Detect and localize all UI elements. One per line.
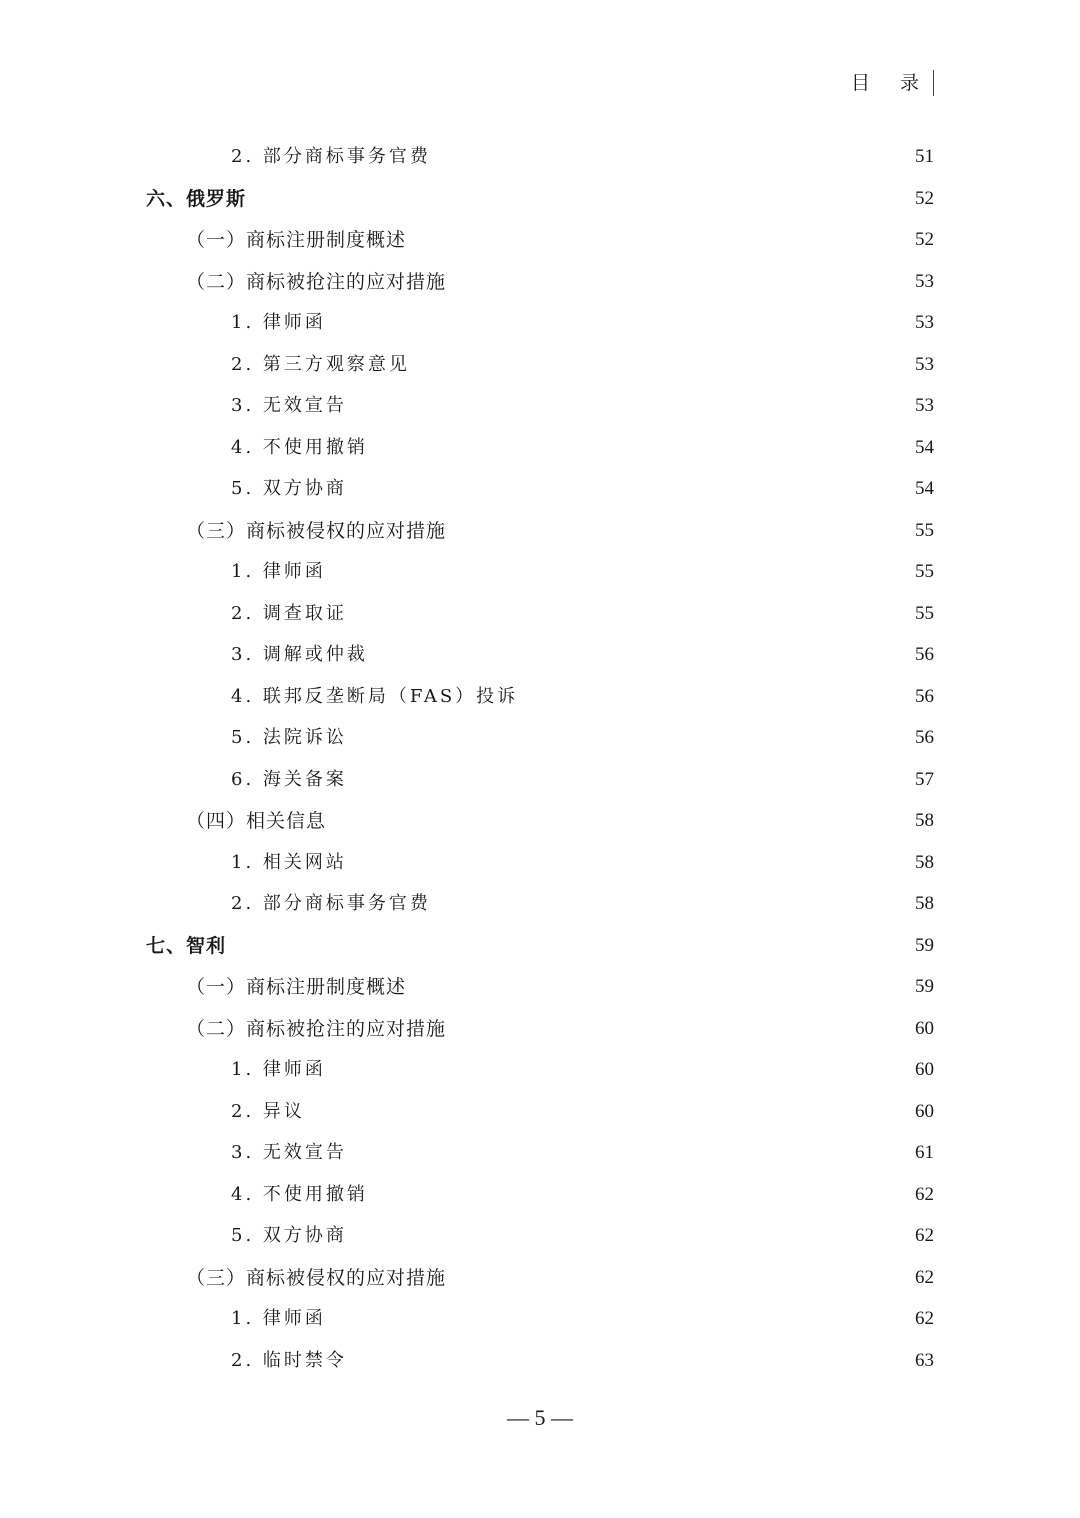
toc-entry-page: 52 — [915, 229, 934, 250]
toc-entry — [0, 1298, 934, 1340]
toc-entry-label: （四）相关信息 — [186, 810, 327, 832]
dot-leader — [376, 427, 900, 469]
toc-entry-page: 53 — [915, 354, 934, 375]
toc-entry-page: 58 — [915, 810, 934, 831]
toc-entry — [0, 261, 934, 303]
dot-leader — [526, 676, 900, 718]
toc-entry — [0, 468, 934, 510]
toc-entry-label: 2. 调查取证 — [231, 603, 347, 624]
toc-entry-label: 5. 法院诉讼 — [231, 727, 347, 748]
dot-leader — [355, 385, 900, 427]
toc-entry-label: 1. 律师函 — [231, 1059, 326, 1080]
toc-entry — [0, 925, 934, 967]
toc-entry-page: 56 — [915, 686, 934, 707]
dot-leader — [454, 1257, 900, 1299]
toc-entry — [0, 302, 934, 344]
toc-entry — [0, 634, 934, 676]
toc-entry — [0, 676, 934, 718]
dot-leader — [355, 842, 900, 884]
dot-leader — [414, 219, 900, 261]
header-rule — [933, 70, 934, 96]
toc-entry-page: 55 — [915, 603, 934, 624]
toc-entry-label: （三）商标被侵权的应对措施 — [186, 520, 447, 542]
toc-entry-page: 55 — [915, 561, 934, 582]
toc-entry — [0, 593, 934, 635]
toc-entry — [0, 1340, 934, 1382]
toc-entry-page: 51 — [915, 146, 934, 167]
toc-entry-label: 1. 律师函 — [231, 312, 326, 333]
toc-entry — [0, 1257, 934, 1299]
toc-entry — [0, 1091, 934, 1133]
toc-entry-page: 55 — [915, 520, 934, 541]
toc-entry-page: 53 — [915, 271, 934, 292]
dot-leader — [228, 925, 900, 967]
toc-entry-label: 1. 律师函 — [231, 1308, 326, 1329]
toc-entry-label: 2. 部分商标事务官费 — [231, 893, 431, 914]
dot-leader — [454, 1008, 900, 1050]
toc-entry-label: 3. 无效宣告 — [231, 395, 347, 416]
toc-entry-label: （一）商标注册制度概述 — [186, 976, 407, 998]
toc-entry — [0, 1132, 934, 1174]
toc-entry-label: （三）商标被侵权的应对措施 — [186, 1267, 447, 1289]
dot-leader — [355, 1215, 900, 1257]
toc-entry — [0, 427, 934, 469]
toc-entry-page: 62 — [915, 1225, 934, 1246]
toc-entry-label: 2. 临时禁令 — [231, 1350, 347, 1371]
toc-entry-page: 54 — [915, 478, 934, 499]
toc-entry-label: 5. 双方协商 — [231, 1225, 347, 1246]
toc-entry — [0, 510, 934, 552]
dot-leader — [334, 302, 900, 344]
toc-entry — [0, 136, 934, 178]
dot-leader — [355, 717, 900, 759]
toc-entry-page: 56 — [915, 727, 934, 748]
toc-entry-page: 63 — [915, 1350, 934, 1371]
toc-entry — [0, 1008, 934, 1050]
dot-leader — [439, 136, 900, 178]
toc-entry-page: 58 — [915, 893, 934, 914]
toc-entry-label: 2. 部分商标事务官费 — [231, 146, 431, 167]
toc-entry-page: 57 — [915, 769, 934, 790]
header-title: 目 录 — [850, 72, 931, 94]
toc-entry-page: 54 — [915, 437, 934, 458]
toc-entry-page: 53 — [915, 395, 934, 416]
dot-leader — [355, 1132, 900, 1174]
toc-entry-label: 六、俄罗斯 — [146, 188, 247, 210]
toc-entry-label: 4. 不使用撤销 — [231, 1184, 368, 1205]
toc-entry — [0, 883, 934, 925]
toc-entry — [0, 551, 934, 593]
dot-leader — [248, 178, 900, 220]
toc-entry — [0, 344, 934, 386]
toc-entry-page: 59 — [915, 935, 934, 956]
toc-entry — [0, 800, 934, 842]
dot-leader — [334, 800, 900, 842]
toc-entry — [0, 717, 934, 759]
toc-entry-page: 62 — [915, 1267, 934, 1288]
toc-entry — [0, 1049, 934, 1091]
toc-entry — [0, 842, 934, 884]
toc-entry-label: 3. 无效宣告 — [231, 1142, 347, 1163]
toc-entry-page: 53 — [915, 312, 934, 333]
toc-entry-label: 2. 异议 — [231, 1101, 305, 1122]
dot-leader — [334, 551, 900, 593]
toc-entry-page: 59 — [915, 976, 934, 997]
dot-leader — [334, 1049, 900, 1091]
dot-leader — [355, 1340, 900, 1382]
dot-leader — [439, 883, 900, 925]
toc-entry-page: 60 — [915, 1059, 934, 1080]
toc-entry — [0, 759, 934, 801]
toc-entry-label: 4. 联邦反垄断局（FAS）投诉 — [231, 686, 519, 707]
toc-entry-label: 3. 调解或仲裁 — [231, 644, 368, 665]
toc-entry-label: 5. 双方协商 — [231, 478, 347, 499]
dot-leader — [418, 344, 900, 386]
toc-entry — [0, 219, 934, 261]
page-number: — 5 — — [507, 1405, 573, 1430]
dot-leader — [355, 759, 900, 801]
toc-entry-page: 61 — [915, 1142, 934, 1163]
dot-leader — [376, 634, 900, 676]
toc-entry-page: 56 — [915, 644, 934, 665]
toc-entry-label: （二）商标被抢注的应对措施 — [186, 1018, 447, 1040]
toc-entry-label: 七、智利 — [146, 935, 227, 957]
toc-entry-page: 60 — [915, 1101, 934, 1122]
dot-leader — [334, 1298, 900, 1340]
toc-entry — [0, 1174, 934, 1216]
toc-entry-page: 52 — [915, 188, 934, 209]
dot-leader — [454, 510, 900, 552]
dot-leader — [376, 1174, 900, 1216]
toc-entry-label: 6. 海关备案 — [231, 769, 347, 790]
toc-entry-page: 62 — [915, 1308, 934, 1329]
toc-entry-page: 62 — [915, 1184, 934, 1205]
toc-entry — [0, 966, 934, 1008]
running-header — [851, 70, 934, 96]
toc-entry-label: 2. 第三方观察意见 — [231, 354, 410, 375]
dot-leader — [454, 261, 900, 303]
toc-entry-page: 60 — [915, 1018, 934, 1039]
toc-entry-label: （二）商标被抢注的应对措施 — [186, 271, 447, 293]
dot-leader — [355, 593, 900, 635]
toc-entry-label: （一）商标注册制度概述 — [186, 229, 407, 251]
toc-entry-label: 4. 不使用撤销 — [231, 437, 368, 458]
dot-leader — [313, 1091, 900, 1133]
dot-leader — [355, 468, 900, 510]
dot-leader — [414, 966, 900, 1008]
toc-entry — [0, 385, 934, 427]
toc-entry-label: 1. 相关网站 — [231, 852, 347, 873]
toc-entry — [0, 1215, 934, 1257]
toc-entry-label: 1. 律师函 — [231, 561, 326, 582]
toc-entry — [0, 178, 934, 220]
toc-entry-page: 58 — [915, 852, 934, 873]
